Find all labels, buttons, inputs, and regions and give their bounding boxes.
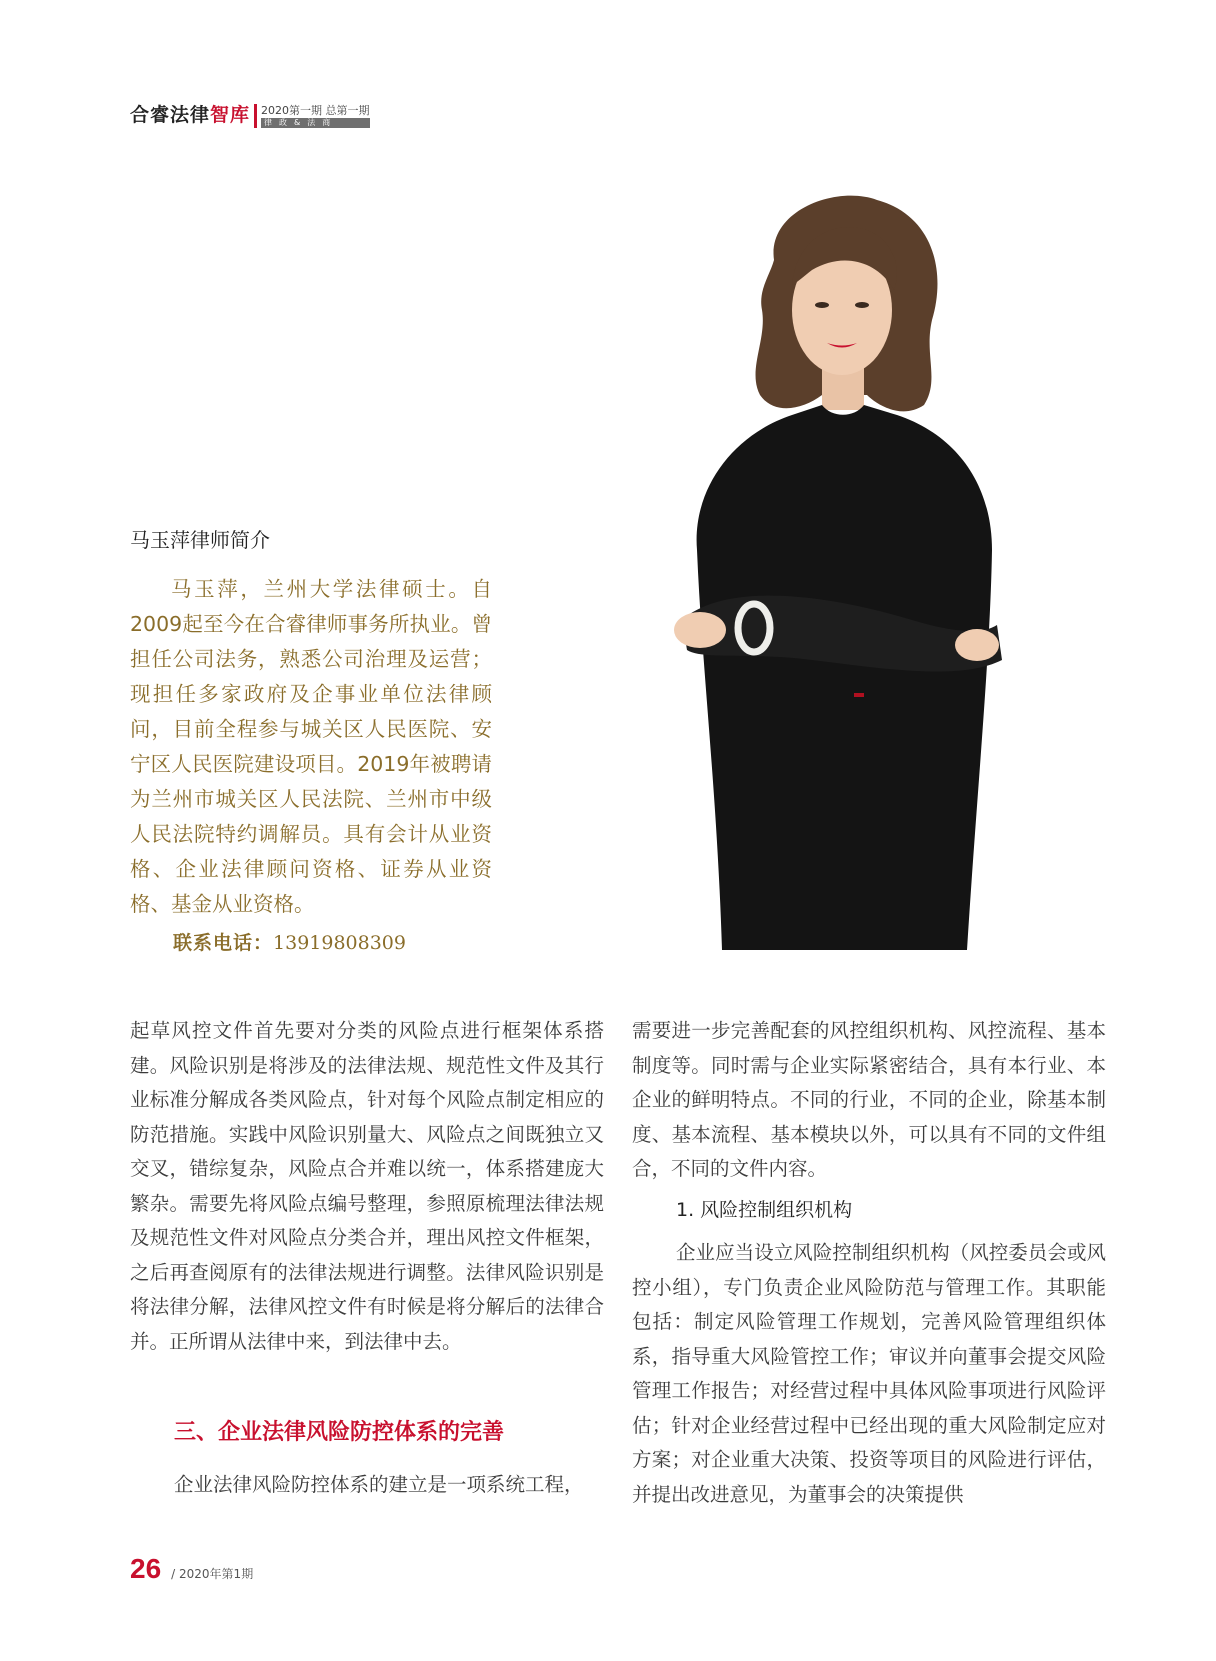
masthead-divider — [254, 104, 257, 128]
page-number: 26 — [130, 1553, 162, 1584]
footer-issue: / 2020年第1期 — [171, 1567, 254, 1581]
page-footer — [130, 1553, 253, 1585]
masthead-issue — [261, 104, 370, 128]
right-paragraph-2: 企业应当设立风险控制组织机构（风控委员会或风控小组），专门负责企业风险防范与管理工作。其职能包括：制定风险管理工作规划，完善风险管理组织体系，指导重大风险管控工作；审议并向董事会提交风险管理工作报告；对经营过程中具体风险事项进行风险评估；针对企业经营过程中已经出现的重大风险制定应对方案；对企业重大决策、投资等项目的风险进行评估，并提出改进意见，为董事会的决策提供 — [632, 1241, 1106, 1506]
left-paragraph-1: 起草风控文件首先要对分类的风险点进行框架体系搭建。风险识别是将涉及的法律法规、规范性文件及其行业标准分解成各类风险点，针对每个风险点制定相应的防范措施。实践中风险识别量大、风险点之间既独立又交叉，错综复杂，风险点合并难以统一，体系搭建庞大繁杂。需要先将风险点编号整理，参照原梳理法律法规及规范性文件对风险点分类合并，理出风控文件框架，之后再查阅原有的法律法规进行调整。法律风险识别是将法律分解，法律风控文件有时候是将分解后的法律合并。正所谓从法律中来，到法律中去。 — [130, 1019, 604, 1353]
masthead-subtitle: 律政&法商 — [261, 118, 370, 128]
magazine-title — [130, 104, 250, 126]
contact-label: 联系电话： — [173, 932, 274, 954]
right-paragraph-1: 需要进一步完善配套的风控组织机构、风控流程、基本制度等。同时需与企业实际紧密结合，具有本行业、本企业的鲜明特点。不同的行业，不同的企业，除基本制度、基本流程、基本模块以外，可以具有不同的文件组合，不同的文件内容。 — [632, 1019, 1106, 1180]
issue-line: 2020第一期 总第一期 — [261, 104, 370, 117]
section-heading: 三、企业法律风险防控体系的完善 — [174, 1420, 505, 1445]
magazine-title-accent: 智库 — [210, 104, 251, 126]
magazine-title-main: 合睿法律 — [130, 104, 211, 126]
left-paragraph-2: 企业法律风险防控体系的建立是一项系统工程， — [174, 1473, 584, 1496]
bio-body: 马玉萍，兰州大学法律硕士。自2009起至今在合睿律师事务所执业。曾担任公司法务，熟悉公司治理及运营；现担任多家政府及企事业单位法律顾问，目前全程参与城关区人民医院、安宁区人民医院建设项目。2019年被聘请为兰州市城关区人民法院、兰州市中级人民法院特约调解员。具有会计从业资格、企业法律顾问资格、证券从业资格、基金从业资格。 — [130, 577, 492, 916]
bio-contact — [173, 928, 406, 955]
portrait-photo — [662, 190, 1030, 958]
bio-title: 马玉萍律师简介 — [130, 528, 270, 552]
sub-heading: 1. 风险控制组织机构 — [676, 1199, 853, 1221]
masthead — [130, 104, 370, 128]
contact-phone: 13919808309 — [273, 932, 406, 954]
